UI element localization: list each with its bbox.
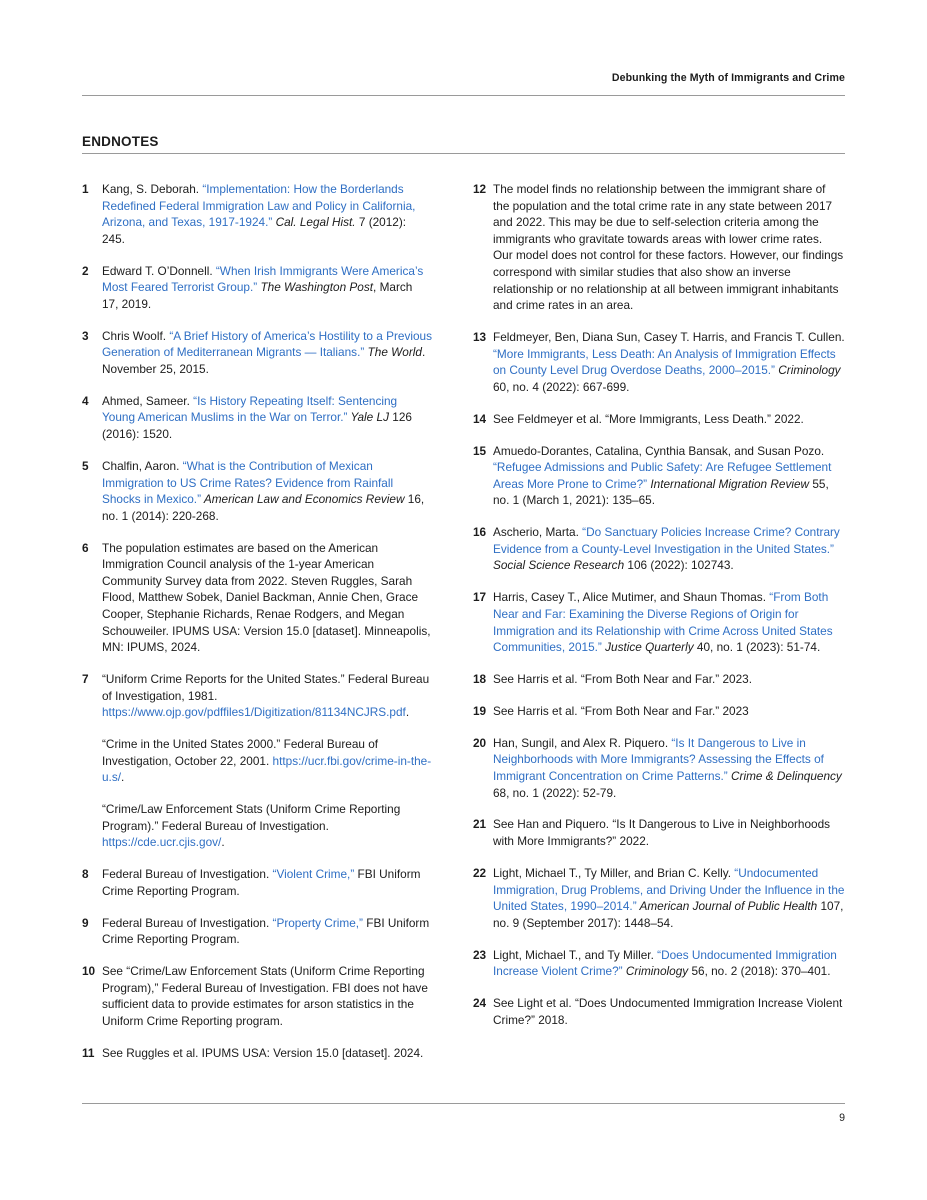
endnote-item — [82, 458, 432, 524]
publication-title: Criminology — [622, 964, 689, 979]
page-number: 9 — [839, 1112, 845, 1124]
endnote-paragraph — [493, 672, 752, 686]
endnote-number: 23 — [473, 947, 487, 962]
endnote-item — [473, 443, 845, 509]
citation-text: Chalfin, Aaron. — [102, 458, 183, 473]
citation-link[interactable]: “Property Crime,” — [272, 915, 363, 930]
endnote-item — [82, 866, 432, 899]
endnote-text — [102, 866, 432, 899]
endnote-item — [473, 589, 845, 655]
citation-text: See “Crime/Law Enforcement Stats (Uniform Crime Reporting Program),” Federal Bureau of Investigation. FBI does not have sufficient data to provide estimates for arson statistics in the Uniform Crime Reporting program. — [102, 964, 428, 1029]
endnote-text — [493, 411, 845, 428]
endnote-paragraph — [102, 394, 412, 441]
citation-text: The model finds no relationship between the immigrant share of the population and the total crime rate in any state between 2017 and 2022. This may be due to self-selection criteria among the immigrants who gravitate towards areas with lower crime rates. Our model does not control for these factors. However, our findings correspond with similar studies that also show an inverse relationship or no relationship at all between immigrant inhabitants and crime rates in an area. — [493, 182, 844, 313]
endnote-item — [82, 393, 432, 443]
citation-text: 107, no. 9 (September 2017): 1448–54. — [493, 899, 844, 930]
endnote-text — [102, 915, 432, 948]
endnote-item — [473, 671, 845, 688]
citation-link[interactable]: “From Both Near and Far: Examining the Diverse Regions of Origin for Immigration and its Relationship with Crime Across United States Communities, 2015.” — [493, 590, 833, 655]
endnote-item — [473, 524, 845, 574]
endnote-paragraph — [493, 866, 844, 930]
citation-text: 106 (2022): 102743. — [624, 558, 734, 573]
endnote-item — [82, 181, 432, 247]
publication-title: International Migration Review — [647, 476, 810, 491]
endnote-text — [102, 540, 432, 656]
publication-title: Criminology — [775, 363, 841, 378]
citation-text: FBI Uniform Crime Reporting Program. — [102, 867, 421, 898]
endnote-number: 14 — [473, 411, 487, 426]
endnote-item — [82, 540, 432, 656]
citation-link[interactable]: “Undocumented Immigration, Drug Problems, and Driving Under the Influence in the United States, 1990–2014.” — [493, 865, 845, 914]
endnote-item — [473, 703, 845, 720]
endnote-paragraph — [493, 590, 833, 654]
section-title: ENDNOTES — [82, 134, 159, 149]
endnote-item — [473, 865, 845, 931]
endnote-item — [473, 995, 845, 1028]
endnote-paragraph — [102, 736, 432, 786]
endnote-number: 16 — [473, 525, 487, 540]
endnote-text — [102, 181, 432, 247]
endnote-number: 11 — [82, 1045, 95, 1060]
endnote-item — [82, 1045, 432, 1062]
publication-title: Social Science Research — [493, 558, 625, 573]
citation-link[interactable]: “Is History Repeating Itself: Sentencing Young American Muslims in the War on Terror.” — [102, 393, 398, 425]
endnote-text — [493, 524, 845, 574]
citation-link[interactable]: “Violent Crime,” — [272, 867, 355, 882]
citation-text: See Harris et al. “From Both Near and Far.” 2023 — [493, 703, 749, 718]
endnote-paragraph — [493, 736, 842, 800]
citation-text: . — [221, 835, 225, 850]
citation-link[interactable]: “More Immigrants, Less Death: An Analysis of Immigration Effects on County Level Drug Overdose Deaths, 2000–2015.” — [493, 346, 836, 378]
endnote-text — [102, 458, 432, 524]
citation-text: Chris Woolf. — [102, 328, 170, 343]
endnote-text — [102, 328, 432, 378]
endnote-text — [102, 263, 432, 313]
citation-text: 60, no. 4 (2022): 667-699. — [493, 379, 630, 394]
endnote-paragraph — [493, 996, 842, 1027]
endnote-text — [493, 181, 845, 314]
publication-title: Justice Quarterly — [601, 640, 694, 655]
endnote-item — [473, 816, 845, 849]
citation-text: Amuedo-Dorantes, Catalina, Cynthia Bansak, and Susan Pozo. — [493, 443, 825, 458]
endnote-paragraph — [493, 817, 830, 848]
citation-text: 40, no. 1 (2023): 51-74. — [693, 640, 821, 655]
endnote-text — [102, 393, 432, 443]
publication-title: The World — [364, 345, 422, 360]
citation-text: “Uniform Crime Reports for the United States.” Federal Bureau of Investigation, 1981. — [102, 672, 430, 703]
citation-text: Light, Michael T., Ty Miller, and Brian C. Kelly. — [493, 865, 735, 880]
citation-text: The population estimates are based on the American Immigration Council analysis of the 1-year American Community Survey data from 2022. Steven Ruggles, Sarah Flood, Matthew Sobek, Daniel Backman, Annie Chen, Grace Cooper, Stephanie Richards, Renae Rodgers, and Megan Schouweiler. IPUMS USA: Version 15.0 [dataset]. Minneapolis, MN: IPUMS, 2024. — [102, 540, 431, 655]
endnote-item — [473, 411, 845, 428]
endnote-text — [493, 735, 845, 801]
citation-link[interactable]: “Do Sanctuary Policies Increase Crime? Contrary Evidence from a County-Level Investigation in the United States.” — [493, 525, 840, 556]
endnote-number: 7 — [82, 672, 89, 687]
endnote-text — [493, 443, 845, 509]
endnote-paragraph — [102, 916, 429, 947]
citation-text: 55, no. 1 (March 1, 2021): 135–65. — [493, 476, 829, 508]
endnote-paragraph — [493, 330, 845, 394]
endnotes-right-column — [473, 181, 845, 1044]
citation-text: See Harris et al. “From Both Near and Far.” 2023. — [493, 672, 752, 687]
endnote-number: 8 — [82, 867, 89, 882]
section-divider — [82, 153, 845, 154]
citation-text: . November 25, 2015. — [102, 345, 426, 376]
endnote-item — [82, 328, 432, 378]
endnote-paragraph — [102, 867, 420, 898]
endnote-text — [493, 671, 845, 688]
endnote-item — [473, 181, 845, 314]
endnote-number: 20 — [473, 735, 487, 750]
publication-title: American Journal of Public Health — [636, 899, 818, 914]
endnote-number: 4 — [82, 393, 89, 408]
citation-text: Ascherio, Marta. — [493, 525, 583, 540]
endnote-number: 24 — [473, 996, 487, 1011]
endnote-paragraph — [493, 704, 749, 718]
citation-link[interactable]: https://cde.ucr.cjis.gov/ — [102, 835, 222, 850]
endnote-text — [102, 671, 432, 851]
endnote-item — [473, 329, 845, 395]
endnote-paragraph — [102, 964, 428, 1028]
endnote-number: 17 — [473, 590, 487, 605]
endnote-number: 1 — [82, 182, 89, 196]
publication-title: The Washington Post — [257, 280, 374, 295]
citation-link[interactable]: “A Brief History of America’s Hostility to a Previous Generation of Mediterranean Migrants — Italians.” — [102, 328, 432, 360]
endnote-number: 9 — [82, 915, 89, 930]
header-divider — [82, 95, 845, 96]
endnote-text — [493, 947, 845, 980]
endnote-number: 13 — [473, 330, 487, 345]
endnote-paragraph — [102, 329, 432, 376]
citation-text: 56, no. 2 (2018): 370–401. — [688, 964, 831, 979]
endnote-text — [493, 995, 845, 1028]
endnote-number: 19 — [473, 703, 487, 718]
publication-title: Crime & Delinquency — [727, 769, 842, 783]
endnote-paragraph — [102, 264, 423, 311]
running-title: Debunking the Myth of Immigrants and Crime — [611, 72, 845, 84]
publication-title: American Law and Economics Review — [201, 492, 405, 507]
citation-text: See Light et al. “Does Undocumented Immigration Increase Violent Crime?” 2018. — [493, 996, 843, 1027]
endnote-number: 15 — [473, 443, 487, 458]
endnote-paragraph — [493, 948, 837, 979]
endnote-item — [82, 963, 432, 1029]
endnote-paragraph — [493, 444, 831, 508]
endnote-paragraph — [493, 525, 840, 572]
citation-text: “Crime/Law Enforcement Stats (Uniform Crime Reporting Program).” Federal Bureau of Investigation. — [102, 802, 401, 833]
citation-link[interactable]: “Refugee Admissions and Public Safety: Are Refugee Settlement Areas More Prone to Crime?” — [493, 460, 832, 491]
citation-text: Feldmeyer, Ben, Diana Sun, Casey T. Harris, and Francis T. Cullen. — [493, 330, 845, 345]
citation-text: Ahmed, Sameer. — [102, 393, 194, 408]
citation-text: See Feldmeyer et al. “More Immigrants, Less Death.” 2022. — [493, 411, 804, 426]
citation-link[interactable]: “When Irish Immigrants Were America’s Most Feared Terrorist Group.” — [102, 263, 424, 295]
citation-text: Federal Bureau of Investigation. — [102, 915, 273, 930]
citation-link[interactable]: “What is the Contribution of Mexican Immigration to US Crime Rates? Evidence from Rainfall Shocks in Mexico.” — [102, 458, 394, 507]
citation-text: Edward T. O’Donnell. — [102, 263, 216, 278]
publication-title: Cal. Legal Hist. — [272, 215, 356, 230]
footer-divider — [82, 1103, 845, 1104]
endnote-paragraph — [102, 459, 424, 523]
endnote-paragraph — [102, 182, 415, 246]
endnote-text — [493, 329, 845, 395]
endnote-number: 10 — [82, 964, 96, 979]
endnote-item — [82, 915, 432, 948]
endnote-paragraph — [102, 801, 432, 851]
endnote-text — [493, 589, 845, 655]
citation-text: Harris, Casey T., Alice Mutimer, and Shaun Thomas. — [493, 590, 770, 605]
endnote-number: 12 — [473, 182, 487, 196]
citation-text: . — [405, 705, 410, 720]
endnote-number: 21 — [473, 817, 487, 832]
endnote-paragraph — [102, 541, 431, 655]
citation-text: 7 (2012): 245. — [102, 215, 407, 246]
endnote-text — [102, 1045, 432, 1062]
endnote-number: 2 — [82, 263, 89, 278]
citation-link[interactable]: “Does Undocumented Immigration Increase Violent Crime?” — [493, 947, 837, 979]
endnote-number: 5 — [82, 458, 89, 473]
endnote-text — [493, 865, 845, 931]
endnote-paragraph — [493, 412, 804, 426]
citation-text: . — [121, 770, 125, 785]
endnote-number: 3 — [82, 328, 89, 343]
citation-text: See Ruggles et al. IPUMS USA: Version 15.0 [dataset]. 2024. — [102, 1045, 424, 1060]
citation-text: Kang, S. Deborah. — [102, 182, 203, 196]
citation-text: FBI Uniform Crime Reporting Program. — [102, 915, 430, 947]
citation-text: 68, no. 1 (2022): 52-79. — [493, 785, 617, 800]
endnote-item — [82, 671, 432, 851]
endnotes-left-column — [82, 181, 432, 1077]
endnote-paragraph — [102, 672, 429, 719]
endnote-item — [82, 263, 432, 313]
citation-text: Han, Sungil, and Alex R. Piquero. — [493, 735, 672, 750]
citation-link[interactable]: “Is It Dangerous to Live in Neighborhoods with More Immigrants? Assessing the Effects of Immigrant Concentration on Crime Patterns.” — [493, 735, 824, 783]
citation-link[interactable]: https://ucr.fbi.gov/crime-in-the-u.s/ — [102, 753, 432, 785]
endnote-item — [473, 947, 845, 980]
endnote-text — [493, 703, 845, 720]
endnote-item — [473, 735, 845, 801]
endnote-paragraph — [493, 182, 843, 312]
endnote-number: 6 — [82, 540, 89, 555]
endnote-number: 22 — [473, 865, 487, 880]
citation-text: 16, no. 1 (2014): 220-268. — [102, 492, 425, 523]
publication-title: Yale LJ — [347, 410, 389, 425]
endnote-number: 18 — [473, 672, 487, 687]
citation-text: Light, Michael T., and Ty Miller. — [493, 947, 658, 962]
endnote-paragraph — [102, 1046, 423, 1060]
endnote-text — [493, 816, 845, 849]
citation-text: 126 (2016): 1520. — [102, 410, 412, 442]
citation-text: Federal Bureau of Investigation. — [102, 867, 273, 882]
citation-text: See Han and Piquero. “Is It Dangerous to Live in Neighborhoods with More Immigrants?” 2022. — [493, 817, 831, 849]
citation-link[interactable]: “Implementation: How the Borderlands Redefined Federal Immigration Law and Policy in California, Arizona, and Texas, 1917-1924.” — [102, 182, 416, 230]
endnote-text — [102, 963, 432, 1029]
citation-link[interactable]: https://www.ojp.gov/pdffiles1/Digitization/81134NCJRS.pdf — [102, 705, 406, 720]
citation-text: “Crime in the United States 2000.” Federal Bureau of Investigation, October 22, 2001. — [102, 737, 379, 768]
citation-text: , March 17, 2019. — [102, 280, 413, 311]
